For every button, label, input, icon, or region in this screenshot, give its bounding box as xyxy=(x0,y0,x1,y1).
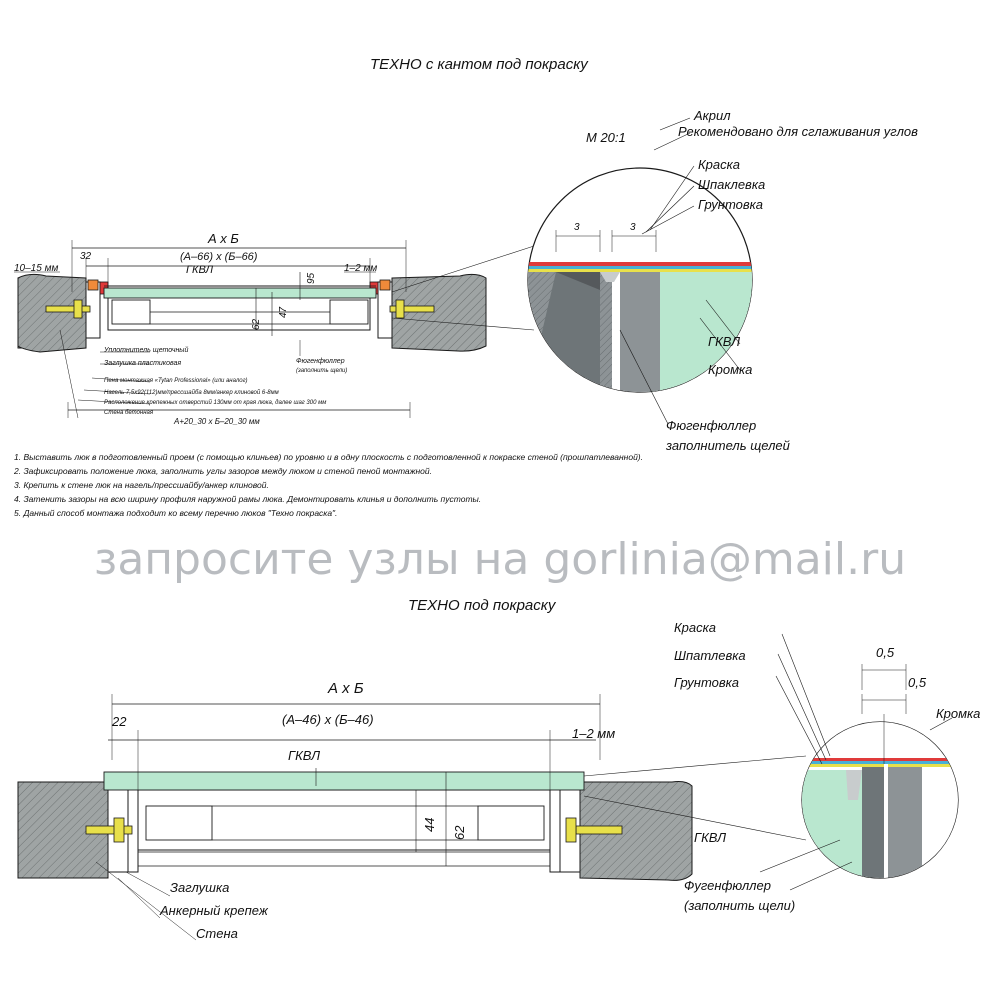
dim-62: 62 xyxy=(452,825,467,840)
note-3: 3. Крепить к стене люк на нагель/прессшайбу/анкер клиновой. xyxy=(14,480,269,490)
dim-left-gap-top: 10–15 мм xyxy=(14,263,59,274)
dim-inner-bottom: (А–46) х (Б–46) xyxy=(282,712,374,727)
note-5: 5. Данный способ монтажа подходит ко всему перечню люков "Техно покраска". xyxy=(14,508,338,518)
dim-right-gap-top: 1–2 мм xyxy=(344,263,378,274)
callout-fugen-top-1: Фюгенфюллер xyxy=(296,358,345,365)
dim-95: 95 xyxy=(306,272,317,284)
label-fugen-detail-top-2: заполнитель щелей xyxy=(666,438,790,453)
label-paint-bottom: Краска xyxy=(674,620,716,635)
callout-anchor-bottom: Анкерный крепеж xyxy=(160,903,268,918)
dim-62: 62 xyxy=(251,318,262,330)
dim-44: 44 xyxy=(422,817,437,832)
label-gkvl-detail-top: ГКВЛ xyxy=(708,334,741,349)
label-fugen-bottom-2: (заполнить щели) xyxy=(684,898,796,913)
note-1: 1. Выставить люк в подготовленный проем (с помощью клиньев) по уровню и в одну плоскость с подготовленной к покраске стеной (прошпатлеванной). xyxy=(14,452,643,462)
callout-foam: Пена монтажная «Tytan Professional» (или аналог) xyxy=(104,378,248,384)
dim-05-b: 0,5 xyxy=(908,675,927,690)
label-edge-top: Кромка xyxy=(708,362,753,377)
callout-brush-seal: Уплотнитель щеточный xyxy=(104,347,189,354)
dim-main-top: А х Б xyxy=(208,231,239,246)
dim-main-bottom: А х Б xyxy=(328,680,364,697)
scale-label: М 20:1 xyxy=(586,130,626,145)
note-4: 4. Затенить зазоры на всю ширину профиля наружной рамы люка. Демонтировать клинья и дополнить пустоты. xyxy=(14,494,482,504)
material-top: ГКВЛ xyxy=(186,264,214,276)
label-putty-top: Шпаклевка xyxy=(698,177,766,192)
material-bottom: ГКВЛ xyxy=(288,748,321,763)
dim-left-top: 32 xyxy=(80,251,92,262)
label-edge-bottom: Кромка xyxy=(936,706,981,721)
note-2: 2. Зафиксировать положение люка, заполнить углы зазоров между люком и стеной пеной монтажной. xyxy=(14,466,432,476)
dim-3-right: 3 xyxy=(630,222,636,233)
label-primer-bottom: Грунтовка xyxy=(674,675,740,690)
dim-05-a: 0,5 xyxy=(876,645,895,660)
dim-right-gap-bottom: 1–2 мм xyxy=(572,726,616,741)
label-putty-bottom: Шпатлевка xyxy=(674,648,746,663)
title-bottom: ТЕХНО под покраску xyxy=(408,597,556,614)
dim-47: 47 xyxy=(278,306,289,318)
callout-hole-spacing: Расположение крепежных отверстий 130мм от края люка, далее шаг 300 мм xyxy=(104,400,327,406)
label-gkvl-detail-bottom: ГКВЛ xyxy=(694,830,727,845)
dim-bottom-top: А+20_30 х Б–20_30 мм xyxy=(174,417,260,426)
dim-3-left: 3 xyxy=(574,222,580,233)
watermark-email: запросите узлы на gorlinia@mail.ru xyxy=(93,534,907,585)
dim-inner-top: (А–66) х (Б–66) xyxy=(180,251,258,263)
title-top: ТЕХНО с кантом под покраску xyxy=(370,56,588,73)
dim-left-bottom: 22 xyxy=(112,714,127,729)
callout-concrete-wall: Стена бетонная xyxy=(104,410,154,416)
callout-dowel: Нагель 7,5х92(112)мм/прессшайба 8мм/анкер клиновой 6-8мм xyxy=(104,390,279,396)
label-acryl: Акрил xyxy=(694,108,731,123)
callout-plastic-cap: Заглушка пластиковая xyxy=(104,360,182,367)
label-fugen-detail-top-1: Фюгенфюллер xyxy=(666,418,757,433)
callout-wall-bottom: Стена xyxy=(196,926,238,941)
callout-fugen-top-2: (заполнить щели) xyxy=(296,368,348,374)
callout-cap-bottom: Заглушка xyxy=(170,880,230,895)
label-primer-top: Грунтовка xyxy=(698,197,764,212)
label-fugen-bottom-1: Фугенфюллер xyxy=(684,878,771,893)
label-recommend: Рекомендовано для сглаживания углов xyxy=(678,124,918,139)
label-paint-top: Краска xyxy=(698,157,740,172)
